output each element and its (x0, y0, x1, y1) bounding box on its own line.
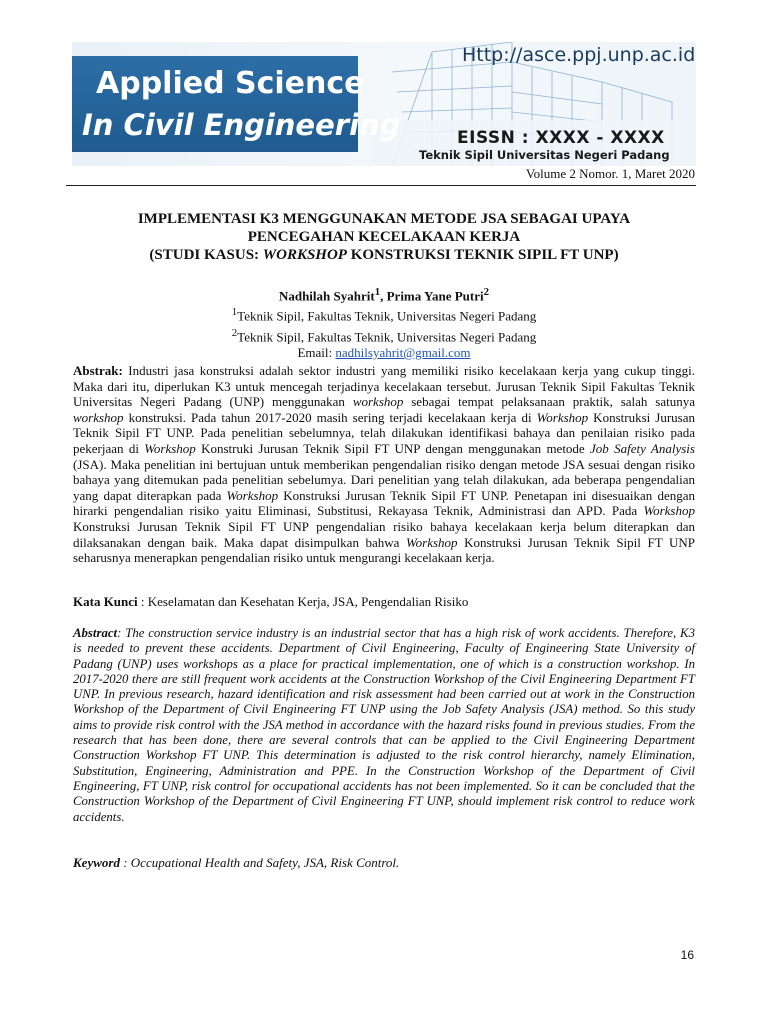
abstrak-text: Konstruki Jurusan Teknik Sipil FT UNP dengan menggunakan metode (195, 440, 591, 456)
abstrak-italic: Job Safety Analysis (590, 440, 695, 456)
author-2-sup: 2 (483, 286, 490, 298)
title-line-3 (66, 246, 702, 264)
author-1-sup: 1 (374, 286, 381, 298)
affiliation-2-sup: 2 (231, 326, 238, 339)
kata-kunci-label: Kata Kunci (73, 594, 138, 609)
affiliation-2 (66, 325, 702, 345)
abstrak-text: (JSA). Maka penelitian ini bertujuan untuk memberikan pengendalian risiko dengan metode JSA sesuai dengan risiko bahaya yang ditemukan pada penelitian sebelumya. Dari penelitian yang telah dilakukan, ada beberapa pengendalian yang dapat diterapkan pada (73, 456, 695, 503)
abstrak-text: Industri jasa konstruksi adalah sektor industri yang memiliki risiko kecelakaan kerja yang cukup tinggi. Maka dari itu, diperlukan K3 untuk mencegah terjadinya kecelakaan tersebut. Jurusan Teknik Sipil Fakultas Teknik Universitas Negeri Padang (UNP) menggunakan (73, 363, 695, 410)
abstrak-label: Abstrak: (73, 363, 123, 378)
title-line-3-pre: (STUDI KASUS: (149, 247, 263, 263)
abstrak-text: Konstruksi Jurusan Teknik Sipil FT UNP pengendalian risiko bahaya kecelakaan kerja belum diterapkan dan dilaksanakan dengan baik. Maka dapat disimpulkan bahwa (73, 518, 695, 550)
logo-line-2: In Civil Engineering (82, 108, 401, 142)
journal-banner (72, 42, 696, 166)
abstrak-text: konstruksi. Pada tahun 2017-2020 masih sering terjadi kecelakaan kerja di (123, 409, 537, 425)
abstrak-italic: workshop (352, 394, 404, 410)
author-separator: , (380, 288, 387, 304)
abstrak-text: Konstruksi Jurusan Teknik Sipil FT UNP seharusnya menerapkan pengendalian risiko untuk mengurangi kecelakaan kerja. (73, 534, 695, 566)
header-rule (66, 185, 696, 186)
abstrak-text: Konstruksi Jurusan Teknik Sipil FT UNP. Pada penelitian sebelumnya, telah dilakukan identifikasi bahaya dan penilaian risiko pada pekerjaan di (73, 409, 695, 456)
logo-line-1: Applied Science (96, 66, 365, 101)
kata-kunci (73, 594, 695, 610)
title-line-2: PENCEGAHAN KECELAKAAN KERJA (247, 229, 521, 245)
abstrak-paragraph (73, 363, 695, 566)
keyword-line (73, 855, 695, 871)
title-line-3-italic: WORKSHOP (262, 247, 347, 263)
journal-eissn: EISSN : XXXX - XXXX (457, 128, 665, 148)
abstrak-italic: Workshop (536, 409, 589, 425)
kata-kunci-text: : Keselamatan dan Kesehatan Kerja, JSA, Pengendalian Risiko (137, 594, 469, 609)
abstract-english (73, 626, 695, 825)
author-names (66, 284, 702, 304)
author-block (66, 284, 702, 361)
keyword-text: : Occupational Health and Safety, JSA, Risk Control. (119, 855, 400, 870)
abstrak-text: Konstruksi Jurusan Teknik Sipil FT UNP. Penetapan ini disesuaikan dengan hirarki pengendalian risiko yaitu Eliminasi, Substitusi, Rekayasa Teknik, Administrasi dan APD. Pada (73, 487, 695, 519)
affiliation-1-sup: 1 (231, 306, 238, 319)
journal-url[interactable]: Http://asce.ppj.unp.ac.id (462, 44, 696, 66)
abstract-label: Abstract (73, 626, 118, 640)
affiliation-1 (66, 304, 702, 324)
abstrak-italic: Workshop (144, 440, 196, 456)
journal-department: Teknik Sipil Universitas Negeri Padang (419, 148, 670, 162)
abstrak-italic: workshop (73, 409, 124, 425)
paper-title (66, 210, 702, 264)
email-label: Email: (297, 344, 336, 360)
title-line-3-post: KONSTRUKSI TEKNIK SIPIL FT UNP) (346, 247, 619, 263)
email-link[interactable]: nadhilsyahrit@gmail.com (335, 344, 471, 360)
abstrak-italic: Workshop (406, 534, 458, 550)
abstrak-italic: Workshop (643, 503, 695, 519)
abstract-text: : The construction service industry is an industrial sector that has a high risk of work accidents. Therefore, K3 is needed to prevent these accidents. Department of Civil Engineering, Faculty of Engineering State University of Padang (UNP) uses workshops as a place for practical implementation, one of which is a construction workshop. In 2017-2020 there are still frequent work accidents at the Construction Workshop of the Civil Engineering Department FT UNP. In previous research, hazard identification and risk assessment had been carried out at work in the Construction Workshop of the Department of Civil Engineering FT UNP using the Job Safety Analysis (JSA) method. So this study aims to provide risk control with the JSA method in accordance with the hazard risks found in previous studies. From the research that has been done, there are several controls that can be applied to the Civil Engineering Department Construction Workshop FT UNP. This determination is adjusted to the risk control hierarchy, namely Elimination, Substitution, Engineering, Administration and PPE. In the Construction Workshop of the Department of Civil Engineering, FT UNP, risk control for occupational accidents has not been implemented. So it can be concluded that the Construction Workshop of the Department of Civil Engineering FT UNP, should implement risk control to reduce work accidents. (73, 626, 695, 824)
keyword-label: Keyword (73, 855, 120, 870)
author-1: Nadhilah Syahrit (278, 288, 375, 304)
affiliation-1-text: Teknik Sipil, Fakultas Teknik, Universitas Negeri Padang (237, 308, 537, 324)
author-2: Prima Yane Putri (386, 288, 484, 304)
journal-logo (72, 56, 401, 152)
affiliation-2-text: Teknik Sipil, Fakultas Teknik, Universitas Negeri Padang (237, 328, 537, 344)
abstrak-text: sebagai tempat pelaksanaan praktik, salah satunya (403, 394, 695, 410)
page-number: 16 (680, 948, 694, 962)
abstrak-italic: Workshop (226, 487, 279, 503)
title-line-1: IMPLEMENTASI K3 MENGGUNAKAN METODE JSA SEBAGAI UPAYA (137, 211, 631, 227)
volume-info: Volume 2 Nomor. 1, Maret 2020 (525, 166, 695, 181)
email-line (66, 345, 702, 361)
